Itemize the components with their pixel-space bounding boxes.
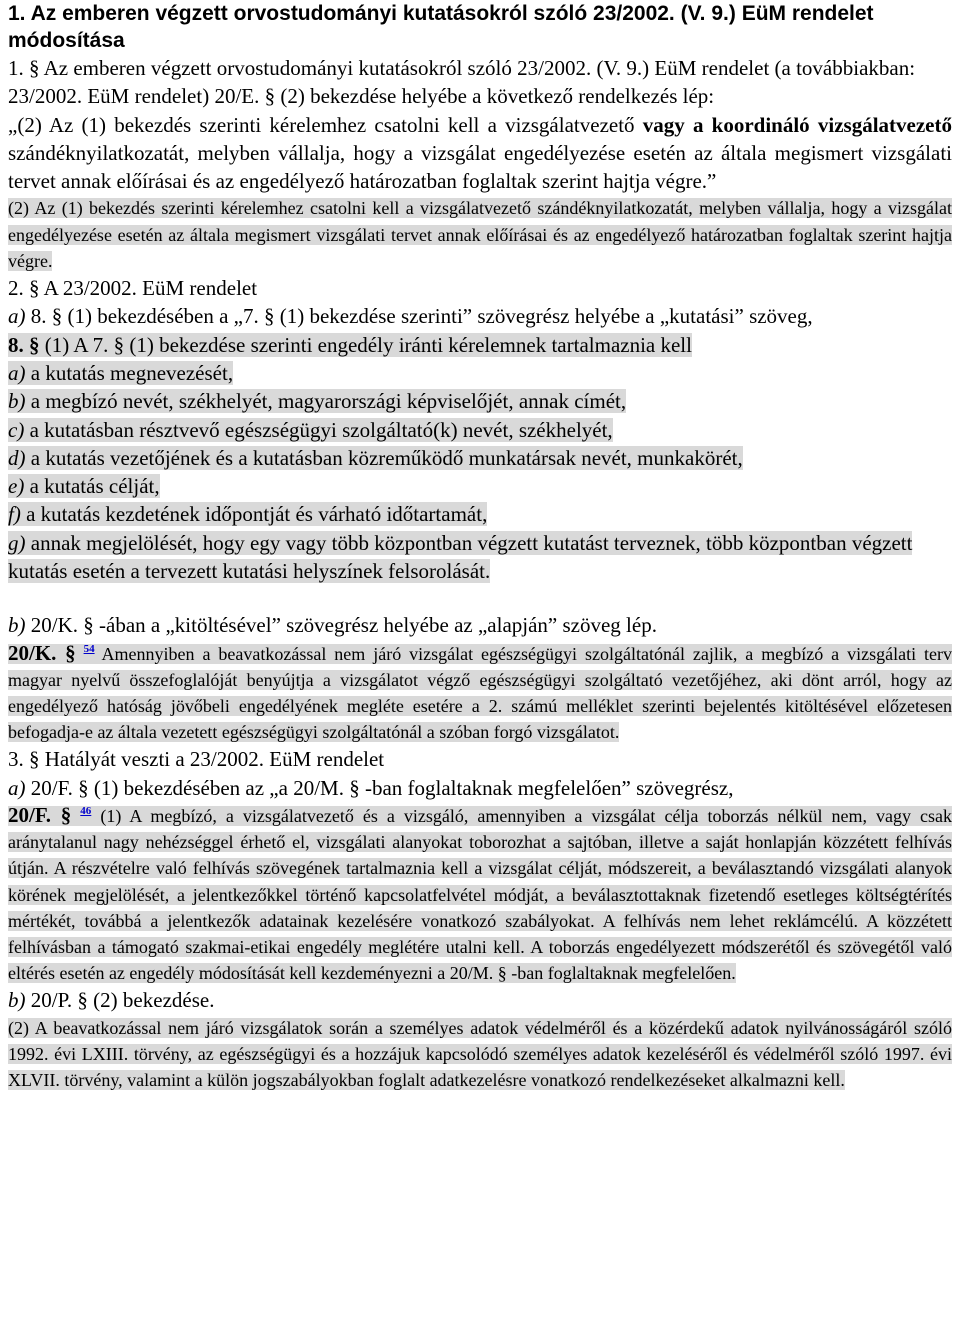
new-text-part-1: „(2) Az (1) bekezdés szerinti kérelemhez csatolni kell a vizsgálatvezető: [8, 112, 643, 137]
list-item-text: a kutatás kezdetének időpontját és várható időtartamát,: [20, 502, 488, 527]
list-item-label: d): [8, 445, 26, 470]
section-3-title: 3. § Hatályát veszti a 23/2002. EüM rendelet: [8, 747, 385, 772]
section-2-point-a: [8, 302, 952, 330]
footnote-link-46[interactable]: 46: [80, 805, 92, 818]
section-2-point-b: [8, 611, 952, 639]
list-item-label: a): [8, 360, 26, 385]
list-item-text: a kutatásban résztvevő egészségügyi szolgáltató(k) nevét, székhelyét,: [24, 417, 613, 442]
section-3-point-b: [8, 986, 952, 1014]
paragraph-20k-text: Amennyiben a beavatkozással nem járó vizsgálat egészségügyi szolgáltatónál zajlik, a megbízó a vizsgálati terv magyar nyelvű összefoglalóját benyújtja a vizsgálatot végző egészségügyi szolgáltató vezetőjéhez, aki dönt arról, hogy az engedélyező hatóság jövőbeli engedélyének megléte esetére a 2. számú melléklet szerinti bejelentés kitöltésével előzetesen befogadja-e az általa vezetett egészségügyi szolgáltatónál a szóban forgó vizsgálatot.: [8, 643, 953, 743]
list-item-label: e): [8, 474, 25, 499]
point-label: a): [8, 775, 26, 800]
point-text: 20/K. § -ában a „kitöltésével” szövegrész helyébe az „alapján” szöveg lép.: [25, 613, 657, 638]
point-text: 20/P. § (2) bekezdése.: [25, 988, 215, 1013]
paragraph-20f: [8, 802, 952, 986]
list-item-label: b): [8, 389, 26, 414]
old-text-highlight: (2) Az (1) bekezdés szerinti kérelemhez csatolni kell a vizsgálatvezető szándéknyilatkozatát, melyben vállalja, hogy a vizsgálat engedélyezése esetén az általa megismert vizsgálati tervet annak előírásai és az engedélyező határozatban foglaltak szerint hajtja végre.: [8, 198, 952, 271]
paragraph-8-list: [8, 359, 952, 585]
point-label: b): [8, 988, 26, 1013]
new-text-bold-insert: vagy a koordináló vizsgálatvezető: [642, 112, 952, 137]
paragraph-8-number: 8. §: [8, 332, 40, 357]
point-text: 8. § (1) bekezdésében a „7. § (1) bekezdése szerinti” szövegrész helyébe a „kutatási” szöveg,: [25, 304, 813, 329]
section-2-title: 2. § A 23/2002. EüM rendelet: [8, 276, 258, 301]
spacer: [8, 585, 952, 611]
footnote-ref: [80, 805, 91, 817]
paragraph-20k-number: 20/K. §: [8, 640, 76, 665]
paragraph-20p-2-text: (2) A beavatkozással nem járó vizsgálatok során a személyes adatok védelméről és a közérdekű adatok nyilvánosságáról szóló 1992. évi LXIII. törvény, az egészségügyi és a hozzájuk kapcsolódó személyes adatok kezeléséről és védelméről szóló 1997. évi XLVII. törvény, valamint a külön jogszabályokban foglalt adatkezelésre vonatkozó rendelkezéseket alkalmazni kell.: [8, 1017, 952, 1091]
list-item: [8, 387, 952, 415]
list-item-text: a kutatás megnevezését,: [25, 360, 234, 385]
point-label: a): [8, 304, 26, 329]
footnote-link-54[interactable]: 54: [83, 642, 95, 655]
paragraph-20p-2: [8, 1015, 952, 1094]
list-item-label: g): [8, 530, 26, 555]
list-item: [8, 416, 952, 444]
document-heading: 1. Az emberen végzett orvostudományi kutatásokról szóló 23/2002. (V. 9.) EüM rendelet módosítása: [8, 2, 874, 52]
list-item: [8, 529, 952, 586]
list-item-label: c): [8, 417, 25, 442]
paragraph-8: [8, 331, 952, 359]
section-1-old-text: [8, 195, 952, 274]
paragraph-20f-number: 20/F. §: [8, 803, 72, 828]
list-item: [8, 359, 952, 387]
list-item-label: f): [8, 502, 21, 527]
list-item-text: a kutatás vezetőjének és a kutatásban közreműködő munkatársak nevét, munkakörét,: [25, 445, 743, 470]
point-label: b): [8, 613, 26, 638]
list-item-text: a megbízó nevét, székhelyét, magyarországi képviselőjét, annak címét,: [25, 389, 627, 414]
section-1-intro: 1. § Az emberen végzett orvostudományi kutatásokról szóló 23/2002. (V. 9.) EüM rendelet (a továbbiakban: 23/2002. EüM rendelet) 20/E. § (2) bekezdése helyébe a következő rendelkezés lép:: [8, 56, 916, 109]
section-3-point-a: [8, 774, 952, 802]
list-item: [8, 472, 952, 500]
footnote-ref: [84, 643, 95, 655]
list-item-text: annak megjelölését, hogy egy vagy több központban végzett kutatást terveznek, több központban végzett kutatás esetén a tervezett kutatási helyszínek felsorolását.: [8, 530, 913, 584]
list-item-text: a kutatás célját,: [24, 474, 160, 499]
section-1-new-text: [8, 111, 952, 196]
list-item: [8, 444, 952, 472]
paragraph-8-text: (1) A 7. § (1) bekezdése szerinti engedély iránti kérelemnek tartalmaznia kell: [39, 332, 692, 357]
list-item: [8, 500, 952, 528]
paragraph-20k: [8, 640, 952, 746]
paragraph-20f-text: (1) A megbízó, a vizsgálatvezető és a vizsgáló, amennyiben a vizsgálat célja toborzás nélkül nem, vagy csak aránytalanul nagy nehézséggel érhető el, vizsgálati alanyokat toborozhat a sajtóban, illetve a saját honlapján közzétett felhívás útján. A részvételre való felhívás szövegének tartalmaznia kell a vizsgálat célját, módszereit, a beválasztandó vizsgálati alanyok körének megjelölését, a jelentkezőkkel történő kapcsolatfelvétel módját, a beválasztottaknak fizetendő esetleges költségtérítés mértékét, továbbá a jelentkezők adatainak kezelésére vonatkozó szabályokat. A felhívás nem lehet reklámcélú. A közzétett felhívásban a támogató szakmai-etikai engedély meglétére utalni kell. A toborzás engedélyezett módszerétől és szövegétől való eltérés esetén az engedély módosítását kell kezdeményezni a 20/M. § -ban foglaltaknak megfelelően.: [8, 806, 952, 984]
new-text-part-2: szándéknyilatkozatát, melyben vállalja, hogy a vizsgálat engedélyezése esetén az általa megismert vizsgálati tervet annak előírásai és az engedélyező határozatban foglaltak szerint hajtja végre.”: [8, 140, 952, 194]
point-text: 20/F. § (1) bekezdésében az „a 20/M. § -ban foglaltaknak megfelelően” szövegrész,: [25, 775, 734, 800]
